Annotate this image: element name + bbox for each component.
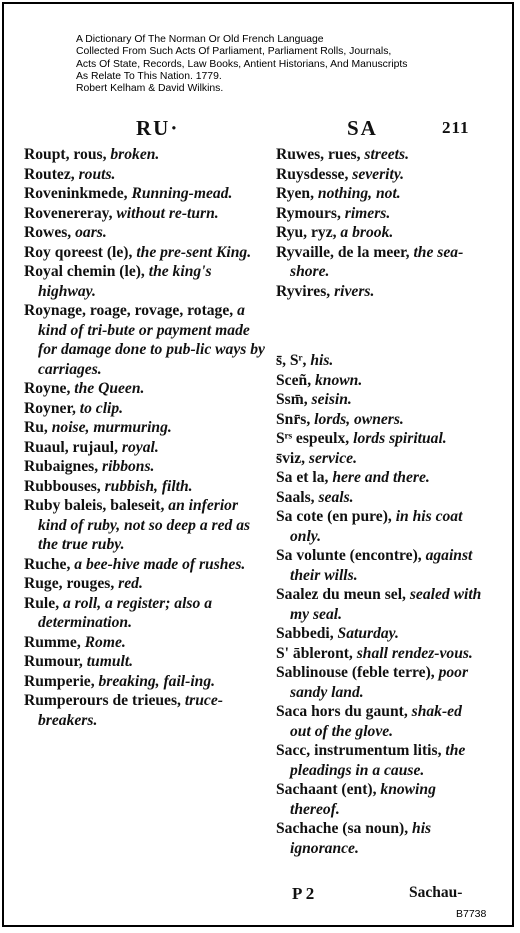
dictionary-entry: [24, 555, 266, 575]
dictionary-entry: [24, 243, 266, 263]
dictionary-entry: [276, 741, 486, 780]
entry-headword: Sa volunte (encontre),: [276, 547, 426, 565]
entry-definition: a brook.: [340, 224, 394, 241]
entry-headword: Routez,: [24, 165, 79, 183]
dictionary-entry: [24, 691, 266, 730]
entry-definition: without re-turn.: [116, 204, 219, 222]
page-frame: [2, 2, 514, 927]
entry-definition: rimers.: [344, 204, 391, 222]
running-head-left: RU·: [136, 116, 180, 140]
entry-headword: Rumperours de trieues,: [24, 692, 185, 709]
entry-definition: Rome.: [84, 633, 126, 651]
dictionary-entry: [276, 468, 486, 488]
entry-headword: Rymours,: [276, 204, 345, 222]
dictionary-entry: [276, 819, 486, 858]
entry-definition: rivers.: [334, 282, 375, 300]
left-column: [24, 145, 266, 730]
dictionary-entry: [276, 204, 486, 224]
entry-headword: Sa cote (en pure),: [276, 508, 396, 526]
entry-definition: his ignorance.: [290, 820, 432, 857]
entry-definition: sealed with my seal.: [290, 586, 482, 623]
entry-definition: shall rendez-vous.: [356, 644, 473, 662]
entry-definition: knowing thereof.: [290, 781, 436, 818]
entry-headword: Rumour,: [24, 653, 87, 670]
entry-headword: Rubaignes,: [24, 458, 102, 475]
dictionary-entry: [276, 449, 486, 469]
entry-definition: Saturday.: [337, 625, 399, 643]
dictionary-entry: [276, 351, 486, 371]
entry-definition: known.: [314, 371, 363, 389]
catchword: Sachau-: [409, 884, 463, 901]
dictionary-entry: [276, 780, 486, 819]
dictionary-entry: [276, 663, 486, 702]
entry-definition: nothing, not.: [317, 185, 401, 202]
entry-definition: an inferior kind of ruby, not so deep a red as the true ruby.: [38, 497, 251, 553]
dictionary-entry: [276, 644, 486, 664]
entry-headword: Sacc, instrumentum litis,: [276, 742, 446, 760]
dictionary-entry: [24, 165, 266, 185]
entry-definition: noise, murmuring.: [51, 419, 172, 436]
entry-definition: a bee-hive made of rushes.: [74, 555, 246, 573]
entry-headword: Ryvires,: [276, 282, 335, 300]
image-stamp: B7738: [456, 908, 487, 920]
header-line: As Relate To This Nation. 1779.: [76, 70, 222, 82]
dictionary-entry: [24, 652, 266, 672]
dictionary-entry: [24, 496, 266, 555]
entry-definition: broken.: [110, 146, 160, 163]
entry-definition: red.: [118, 575, 143, 592]
header-line: Acts Of State, Records, Law Books, Antient Historians, And Manuscripts: [76, 58, 408, 70]
entry-headword: Royner,: [24, 399, 80, 417]
entry-headword: Ruche,: [24, 555, 75, 573]
header-line: Collected From Such Acts Of Parliament, Parliament Rolls, Journals,: [76, 46, 392, 58]
dictionary-entry: [24, 594, 266, 633]
entry-definition: severity.: [352, 165, 405, 183]
entry-definition: the pre-sent King.: [136, 243, 252, 261]
dictionary-entry: [24, 477, 266, 497]
dictionary-entry: [24, 204, 266, 224]
entry-definition: oars.: [75, 224, 107, 241]
dictionary-entry: [276, 371, 486, 391]
dictionary-entry: [276, 702, 486, 741]
header-line: A Dictionary Of The Norman Or Old French Language: [76, 34, 324, 45]
entry-definition: seisin.: [311, 391, 352, 409]
entry-definition: a kind of tri-bute or payment made for damage done to pub-lic ways by carriages.: [38, 302, 265, 378]
signature-mark: P 2: [292, 884, 315, 903]
dictionary-entry: [24, 457, 266, 477]
dictionary-entry: [276, 145, 486, 165]
entry-definition: the Queen.: [74, 380, 145, 397]
entry-headword: s̄, Sʳ,: [276, 352, 311, 370]
entry-headword: Sceñ,: [276, 371, 315, 389]
entry-definition: Running-mead.: [131, 185, 233, 202]
entry-definition: his.: [310, 352, 334, 370]
dictionary-entry: [276, 282, 486, 302]
entry-definition: streets.: [364, 146, 409, 163]
entry-headword: Sachache (sa noun),: [276, 820, 413, 838]
dictionary-entry: [24, 438, 266, 458]
entry-definition: the king's highway.: [38, 263, 212, 300]
entry-headword: Saca hors du gaunt,: [276, 703, 412, 721]
header-line: Robert Kelham & David Wilkins.: [76, 83, 224, 95]
entry-headword: Sʳˢ espeulx,: [276, 430, 354, 448]
entry-headword: Ruwes, rues,: [276, 146, 365, 163]
entry-definition: the sea-shore.: [290, 243, 464, 280]
entry-headword: Roy qoreest (le),: [24, 243, 137, 261]
dictionary-entry: [24, 145, 266, 165]
dictionary-entry: [276, 624, 486, 644]
dictionary-entry: [276, 488, 486, 508]
entry-headword: Ruaul, rujaul,: [24, 438, 122, 456]
dictionary-entry: [276, 507, 486, 546]
entry-definition: royal.: [121, 438, 159, 456]
dictionary-entry: [24, 223, 266, 243]
dictionary-entry: [24, 379, 266, 399]
entry-headword: Royne,: [24, 380, 75, 397]
entry-definition: breaking, fail-ing.: [98, 672, 216, 690]
entry-definition: here and there.: [332, 469, 430, 487]
entry-headword: Roynage, roage, rovage, rotage,: [24, 302, 238, 319]
page-number: 211: [442, 118, 470, 137]
entry-definition: to clip.: [79, 399, 124, 417]
dictionary-entry: [276, 184, 486, 204]
entry-definition: routs.: [78, 165, 116, 183]
source-header: [76, 34, 476, 95]
entry-headword: Ssm̄,: [276, 391, 312, 409]
entry-headword: Sachaant (ent),: [276, 781, 381, 799]
entry-headword: Ryen,: [276, 185, 318, 202]
entry-headword: Ruby baleis, baleseit,: [24, 497, 169, 514]
entry-headword: Saalez du meun sel,: [276, 586, 410, 604]
dictionary-entry: [276, 223, 486, 243]
dictionary-entry: [24, 574, 266, 594]
entry-definition: rubbish, filth.: [104, 477, 193, 495]
dictionary-entry: [276, 546, 486, 585]
entry-definition: service.: [308, 449, 357, 467]
dictionary-entry: [24, 184, 266, 204]
entry-headword: Rule,: [24, 594, 63, 612]
page-footer: [4, 884, 516, 910]
dictionary-entry: [276, 165, 486, 185]
entry-definition: poor sandy land.: [290, 664, 469, 701]
entry-headword: Sabbedi,: [276, 625, 338, 643]
entry-headword: Rumperie,: [24, 672, 99, 690]
entry-headword: Snr̄s,: [276, 410, 315, 428]
entry-definition: ribbons.: [102, 458, 155, 475]
running-head: [4, 116, 516, 146]
dictionary-entry: [24, 262, 266, 301]
entry-headword: Rowes,: [24, 224, 76, 241]
entry-headword: Rumme,: [24, 633, 85, 651]
dictionary-entry: [276, 410, 486, 430]
entry-definition: shak-ed out of the glove.: [290, 703, 462, 740]
dictionary-entry: [24, 301, 266, 379]
entry-headword: Saals,: [276, 488, 319, 506]
entry-headword: Roupt, rous,: [24, 146, 111, 163]
entry-headword: Rovenereray,: [24, 204, 117, 222]
dictionary-entry: [24, 672, 266, 692]
dictionary-entry: [276, 243, 486, 282]
dictionary-entry: [276, 390, 486, 410]
entry-definition: in his coat only.: [290, 508, 463, 545]
entry-headword: Ruge, rouges,: [24, 575, 119, 592]
entry-headword: Ryvaille, de la meer,: [276, 243, 414, 261]
dictionary-entry: [24, 418, 266, 438]
running-head-right: SA: [347, 116, 378, 140]
entry-headword: Ryu, ryz,: [276, 224, 341, 241]
entry-definition: a roll, a register; also a determination.: [38, 594, 212, 631]
entry-headword: Royal chemin (le),: [24, 263, 149, 280]
entry-definition: against their wills.: [290, 547, 473, 584]
dictionary-entry: [24, 633, 266, 653]
entry-headword: Rubbouses,: [24, 477, 105, 495]
entry-headword: Ruysdesse,: [276, 165, 353, 183]
entry-definition: the pleadings in a cause.: [290, 742, 466, 779]
entry-definition: lords spiritual.: [353, 430, 447, 448]
entry-headword: Roveninkmede,: [24, 185, 132, 202]
dictionary-entry: [24, 399, 266, 419]
entry-definition: truce-breakers.: [38, 692, 223, 729]
dictionary-entry: [276, 429, 486, 449]
section-gap: [276, 317, 486, 336]
entry-definition: seals.: [318, 488, 354, 506]
right-column: [276, 145, 486, 858]
entry-definition: lords, owners.: [314, 410, 404, 428]
entry-headword: S' ābleront,: [276, 644, 357, 662]
entry-headword: s̄viz,: [276, 449, 309, 467]
entry-definition: tumult.: [86, 653, 134, 670]
dictionary-entry: [276, 585, 486, 624]
entry-headword: Ru,: [24, 419, 52, 436]
entry-headword: Sablinouse (feble terre),: [276, 664, 439, 682]
entry-headword: Sa et la,: [276, 469, 333, 487]
